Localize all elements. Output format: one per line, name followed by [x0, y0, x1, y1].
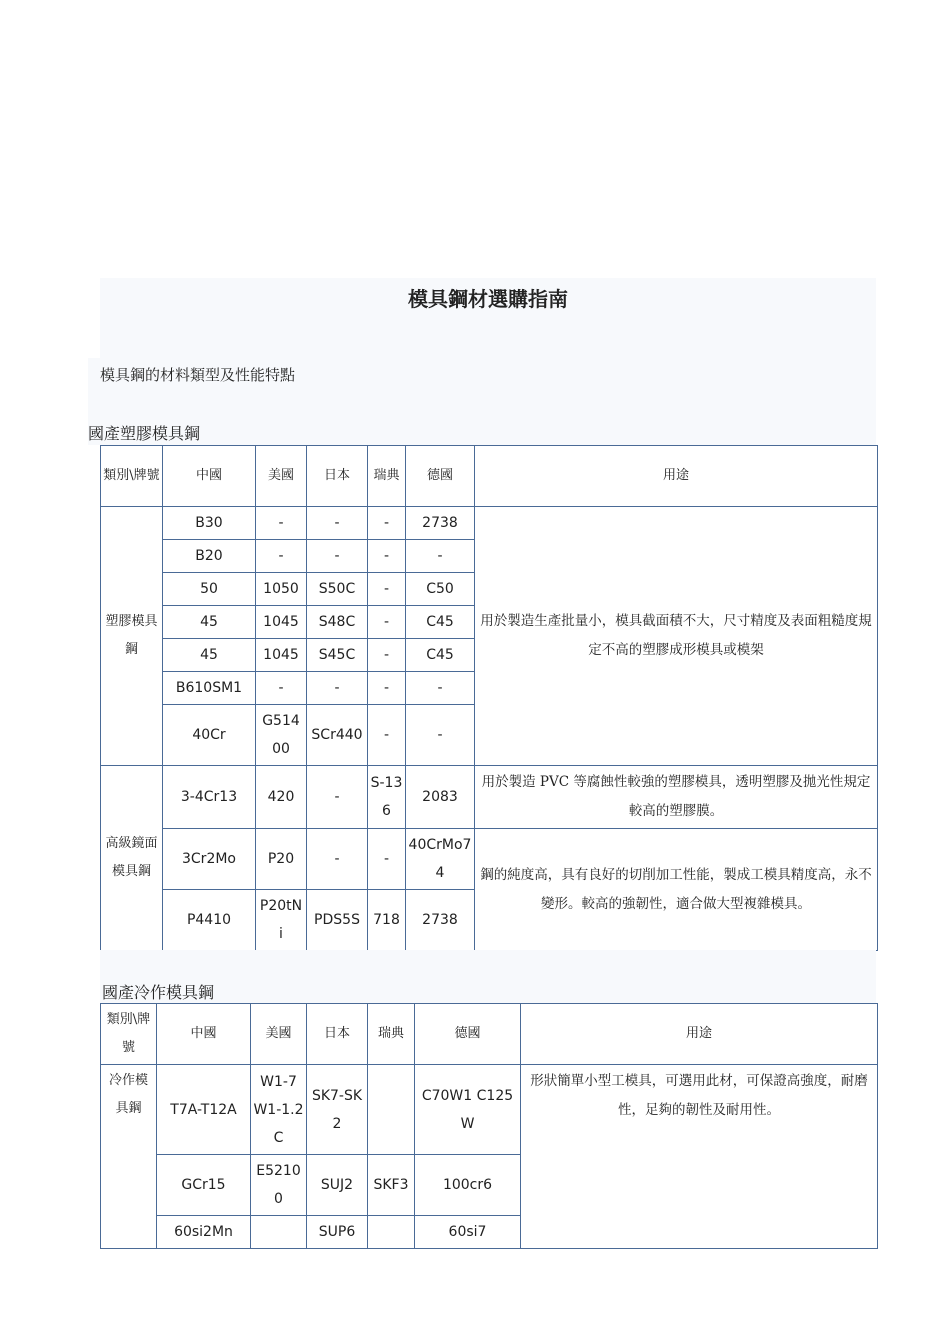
- table-cell: -: [406, 705, 475, 766]
- table-cell: -: [256, 540, 307, 573]
- header-usa: 美國: [251, 1004, 307, 1065]
- use-cell: 用於製造 PVC 等腐蝕性較強的塑膠模具，透明塑膠及拋光性規定較高的塑膠膜。: [475, 766, 878, 829]
- table-row: [101, 766, 878, 829]
- table-cell: P20tNi: [256, 890, 307, 951]
- table-cell: SUJ2: [307, 1155, 368, 1216]
- header-japan: 日本: [307, 1004, 368, 1065]
- header-japan: 日本: [307, 446, 368, 507]
- table-cell: P20: [256, 829, 307, 890]
- table-cell: -: [256, 507, 307, 540]
- table-cell: B610SM1: [163, 672, 256, 705]
- table-cell: SUP6: [307, 1216, 368, 1249]
- category-cell: 冷作模具鋼: [101, 1065, 157, 1249]
- header-germany: 德國: [406, 446, 475, 507]
- category-cell: 塑膠模具鋼: [101, 507, 163, 766]
- table-cell: -: [307, 672, 368, 705]
- table-cell: C70W1 C125W: [415, 1065, 521, 1155]
- table-cell: 60si2Mn: [157, 1216, 251, 1249]
- category-cell: 高級鏡面模具鋼: [101, 766, 163, 951]
- table-cell: S50C: [307, 573, 368, 606]
- table-cell: -: [368, 829, 406, 890]
- table-cell: 45: [163, 639, 256, 672]
- table-cell: 50: [163, 573, 256, 606]
- header-sweden: 瑞典: [368, 1004, 415, 1065]
- table-row: [101, 1065, 878, 1155]
- table-header-row: [101, 1004, 878, 1065]
- use-cell: 鋼的純度高，具有良好的切削加工性能，製成工模具精度高，永不變形。較高的強韌性，適合做大型複雜模具。: [475, 829, 878, 951]
- table-cell: 100cr6: [415, 1155, 521, 1216]
- header-china: 中國: [163, 446, 256, 507]
- table-cell: 420: [256, 766, 307, 829]
- table-cell: SKF3: [368, 1155, 415, 1216]
- header-sweden: 瑞典: [368, 446, 406, 507]
- table-cell: 2083: [406, 766, 475, 829]
- table-cell: 2738: [406, 890, 475, 951]
- table-cell: -: [307, 540, 368, 573]
- table-row: [101, 829, 878, 890]
- table-cell: 60si7: [415, 1216, 521, 1249]
- table-cell: [368, 1065, 415, 1155]
- header-china: 中國: [157, 1004, 251, 1065]
- table-cell: B30: [163, 507, 256, 540]
- table-cell: PDS5S: [307, 890, 368, 951]
- table-cell: 1045: [256, 639, 307, 672]
- table-cell: [251, 1216, 307, 1249]
- header-germany: 德國: [415, 1004, 521, 1065]
- table-cell: S-136: [368, 766, 406, 829]
- table-cell: W1-7 W1-1.2C: [251, 1065, 307, 1155]
- table-cell: C45: [406, 639, 475, 672]
- table-cell: -: [307, 507, 368, 540]
- table-cell: 1045: [256, 606, 307, 639]
- table-cell: T7A-T12A: [157, 1065, 251, 1155]
- table-cell: -: [307, 766, 368, 829]
- header-use: 用途: [475, 446, 878, 507]
- table-cell: -: [307, 829, 368, 890]
- table-cell: B20: [163, 540, 256, 573]
- table-cell: S48C: [307, 606, 368, 639]
- table-row: [101, 507, 878, 540]
- table-cell: G51400: [256, 705, 307, 766]
- table-cell: -: [368, 672, 406, 705]
- table-header-row: [101, 446, 878, 507]
- table-cell: -: [406, 672, 475, 705]
- table-cell: SK7-SK2: [307, 1065, 368, 1155]
- header-category: 類別\牌號: [101, 1004, 157, 1065]
- table-cell: 40CrMo74: [406, 829, 475, 890]
- table-cell: [368, 1216, 415, 1249]
- table-cell: -: [368, 540, 406, 573]
- table-cell: -: [406, 540, 475, 573]
- document-subtitle: 模具鋼的材料類型及性能特點: [88, 358, 876, 418]
- table-cell: C50: [406, 573, 475, 606]
- plastic-section-label: 國產塑膠模具鋼: [88, 424, 201, 443]
- table-cell: -: [368, 639, 406, 672]
- header-use: 用途: [521, 1004, 878, 1065]
- table-cell: -: [368, 606, 406, 639]
- table-cell: -: [368, 573, 406, 606]
- table-cell: E52100: [251, 1155, 307, 1216]
- table-cell: -: [256, 672, 307, 705]
- table-cell: 1050: [256, 573, 307, 606]
- table-cell: 45: [163, 606, 256, 639]
- table-cell: 2738: [406, 507, 475, 540]
- header-usa: 美國: [256, 446, 307, 507]
- table-cell: -: [368, 507, 406, 540]
- table-cell: P4410: [163, 890, 256, 951]
- use-cell: 形狀簡單小型工模具，可選用此材，可保證高強度，耐磨性，足夠的韌性及耐用性。: [521, 1065, 878, 1249]
- plastic-steel-table: [100, 445, 878, 951]
- table-cell: 3-4Cr13: [163, 766, 256, 829]
- header-category: 類別\牌號: [101, 446, 163, 507]
- table-cell: SCr440: [307, 705, 368, 766]
- cold-section-header: [100, 950, 876, 1003]
- table-cell: GCr15: [157, 1155, 251, 1216]
- table-cell: -: [368, 705, 406, 766]
- table-cell: 3Cr2Mo: [163, 829, 256, 890]
- table-cell: S45C: [307, 639, 368, 672]
- cold-steel-table: [100, 1003, 878, 1249]
- document-title: 模具鋼材選購指南: [100, 278, 876, 358]
- cold-section-label: 國產冷作模具鋼: [102, 983, 215, 1002]
- table-cell: 40Cr: [163, 705, 256, 766]
- use-cell: 用於製造生產批量小，模具截面積不大，尺寸精度及表面粗糙度規定不高的塑膠成形模具或模架: [475, 507, 878, 766]
- table-cell: 718: [368, 890, 406, 951]
- table-cell: C45: [406, 606, 475, 639]
- plastic-section-header: [88, 418, 876, 445]
